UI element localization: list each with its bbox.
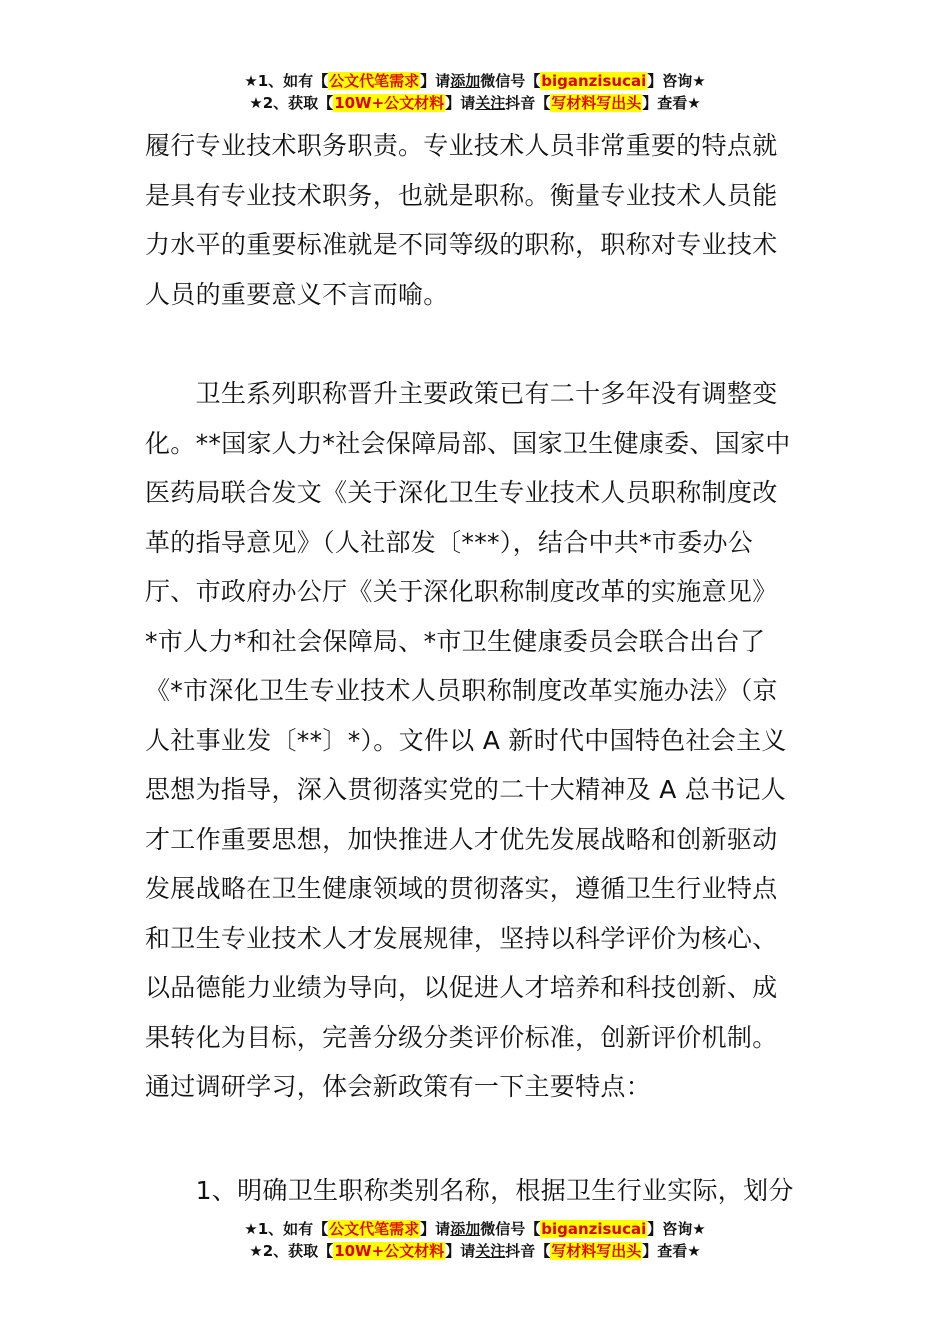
banner-underlined: 关注 [475, 94, 506, 112]
footer-banner [0, 1218, 950, 1262]
banner-highlight: 写材料写出头 [551, 1242, 642, 1260]
banner-text: 微信号【 [480, 72, 541, 90]
text-line: 思想为指导，深入贯彻落实党的二十大精神及 A 总书记人 [145, 775, 787, 804]
banner-underlined: 添加 [450, 1220, 481, 1238]
text-line: 通过调研学习，体会新政策有一下主要特点： [145, 1072, 652, 1101]
banner-highlight: 公文代笔需求 [329, 1220, 420, 1238]
banner-text: ★2、获取【 [249, 1242, 334, 1260]
text-line: 化。**国家人力*社会保障局部、国家卫生健康委、国家中 [145, 428, 791, 458]
text-line: 人社事业发〔**〕*）。文件以 A 新时代中国特色社会主义 [145, 725, 787, 755]
text-line: 医药局联合发文《关于深化卫生专业技术人员职称制度改 [145, 478, 778, 507]
text-line: 厅、市政府办公厅《关于深化职称制度改革的实施意见》 [145, 577, 778, 606]
text-line: 《*市深化卫生专业技术人员职称制度改革实施办法》（京 [145, 676, 778, 705]
banner-text: 】请 [420, 72, 451, 90]
header-banner [0, 70, 950, 114]
banner-line-2 [0, 1240, 950, 1262]
banner-text: 】请 [445, 94, 476, 112]
banner-text: 】请 [420, 1220, 451, 1238]
banner-text: 】请 [445, 1242, 476, 1260]
paragraph-1 [145, 121, 809, 319]
text-line: 才工作重要思想，加快推进人才优先发展战略和创新驱动 [145, 824, 778, 854]
text-line: 革的指导意见》（人社部发〔***），结合中共*市委办公 [145, 527, 754, 557]
banner-text: 】咨询★ [647, 72, 706, 90]
banner-text: ★1、如有【 [244, 72, 329, 90]
banner-text: 】查看★ [642, 94, 701, 112]
text-line: 以品德能力业绩为导向，以促进人才培养和科技创新、成 [145, 973, 778, 1002]
text-line: 卫生系列职称晋升主要政策已有二十多年没有调整变 [145, 379, 778, 408]
paragraph-2 [145, 369, 809, 1112]
banner-text: 抖音【 [505, 94, 551, 112]
banner-underlined: 关注 [475, 1242, 506, 1260]
banner-text: ★2、获取【 [249, 94, 334, 112]
banner-text: 微信号【 [480, 1220, 541, 1238]
banner-text: ★1、如有【 [244, 1220, 329, 1238]
banner-line-2 [0, 92, 950, 114]
text-line: 1、明确卫生职称类别名称，根据卫生行业实际，划分 [145, 1176, 794, 1205]
banner-highlight: 10W+公文材料 [334, 94, 445, 112]
banner-highlight: 公文代笔需求 [329, 72, 420, 90]
text-line: 是具有专业技术职务，也就是职称。衡量专业技术人员能 [145, 180, 778, 210]
banner-underlined: 添加 [450, 72, 481, 90]
text-line: 人员的重要意义不言而喻。 [145, 279, 449, 309]
paragraph-3 [145, 1166, 809, 1216]
banner-text: 】咨询★ [647, 1220, 706, 1238]
banner-highlight: 写材料写出头 [551, 94, 642, 112]
text-line: 和卫生专业技术人才发展规律，坚持以科学评价为核心、 [145, 923, 778, 953]
banner-text: 】查看★ [642, 1242, 701, 1260]
text-line: 力水平的重要标准就是不同等级的职称，职称对专业技术 [145, 230, 778, 259]
text-line: 履行专业技术职务职责。专业技术人员非常重要的特点就 [145, 131, 778, 160]
text-line: 果转化为目标，完善分级分类评价标准，创新评价机制。 [145, 1022, 778, 1052]
text-line: 发展战略在卫生健康领域的贯彻落实，遵循卫生行业特点 [145, 874, 778, 903]
banner-highlight: 10W+公文材料 [334, 1242, 445, 1260]
banner-highlight: biganzisucai [541, 1220, 647, 1238]
banner-text: 抖音【 [505, 1242, 551, 1260]
banner-highlight: biganzisucai [541, 72, 647, 90]
banner-line-1 [0, 70, 950, 92]
text-line: *市人力*和社会保障局、*市卫生健康委员会联合出台了 [145, 626, 766, 656]
banner-line-1 [0, 1218, 950, 1240]
